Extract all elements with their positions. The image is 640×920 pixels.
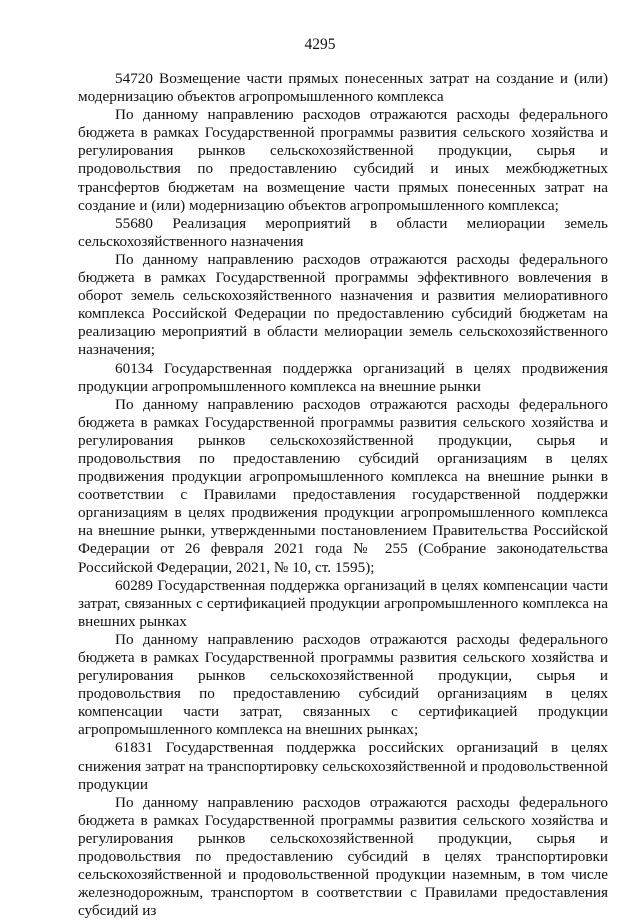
paragraph-code-54720: 54720 Возмещение части прямых понесенных затрат на создание и (или) модернизацию объектов агропромышленного комплекса bbox=[78, 70, 608, 106]
paragraph-code-60289: 60289 Государственная поддержка организаций в целях компенсации части затрат, связанных с сертификацией продукции агропромышленного комплекса на внешних рынках bbox=[78, 576, 608, 630]
paragraph-description-61831: По данному направлению расходов отражаются расходы федерального бюджета в рамках Государственной программы развития сельского хозяйства и регулирования рынков сельскохозяйственной продукции, сырья и продовольствия по предоставлению субсидий в целях транспортировки сельскохозяйственной и продовольственной продукции наземным, в том числе железнодорожным, транспортом в соответствии с Правилами предоставления субсидий из bbox=[78, 793, 608, 920]
paragraph-description-54720: По данному направлению расходов отражаются расходы федерального бюджета в рамках Государственной программы развития сельского хозяйства и регулирования рынков сельскохозяйственной продукции, сырья и продовольствия по предоставлению субсидий и иных межбюджетных трансфертов бюджетам на возмещение части прямых понесенных затрат на создание и (или) модернизацию объектов агропромышленного комплекса; bbox=[78, 106, 608, 214]
paragraph-code-55680: 55680 Реализация мероприятий в области мелиорации земель сельскохозяйственного назначения bbox=[78, 214, 608, 250]
paragraph-code-60134: 60134 Государственная поддержка организаций в целях продвижения продукции агропромышленного комплекса на внешние рынки bbox=[78, 359, 608, 395]
paragraph-description-60289: По данному направлению расходов отражаются расходы федерального бюджета в рамках Государственной программы развития сельского хозяйства и регулирования рынков сельскохозяйственной продукции, сырья и продовольствия по предоставлению субсидий организациям в целях компенсации части затрат, связанных с сертификацией продукции агропромышленного комплекса на внешних рынках; bbox=[78, 630, 608, 739]
document-body bbox=[78, 70, 608, 920]
paragraph-description-55680: По данному направлению расходов отражаются расходы федерального бюджета в рамках Государственной программы эффективного вовлечения в оборот земель сельскохозяйственного назначения и развития мелиоративного комплекса Российской Федерации по предоставлению субсидий бюджетам на реализацию мероприятий в области мелиорации земель сельскохозяйственного назначения; bbox=[78, 250, 608, 359]
paragraph-description-60134: По данному направлению расходов отражаются расходы федерального бюджета в рамках Государственной программы развития сельского хозяйства и регулирования рынков сельскохозяйственной продукции, сырья и продовольствия по предоставлению субсидий организациям в целях продвижения продукции агропромышленного комплекса на внешние рынки в соответствии с Правилами предоставления государственной поддержки организациям в целях продвижения продукции агропромышленного комплекса на внешние рынки, утвержденными постановлением Правительства Российской Федерации от 26 февраля 2021 года № 255 (Собрание законодательства Российской Федерации, 2021, № 10, ст. 1595); bbox=[78, 395, 608, 576]
page-number: 4295 bbox=[304, 36, 336, 53]
paragraph-code-61831: 61831 Государственная поддержка российских организаций в целях снижения затрат на транспортировку сельскохозяйственной и продовольственной продукции bbox=[78, 739, 608, 793]
